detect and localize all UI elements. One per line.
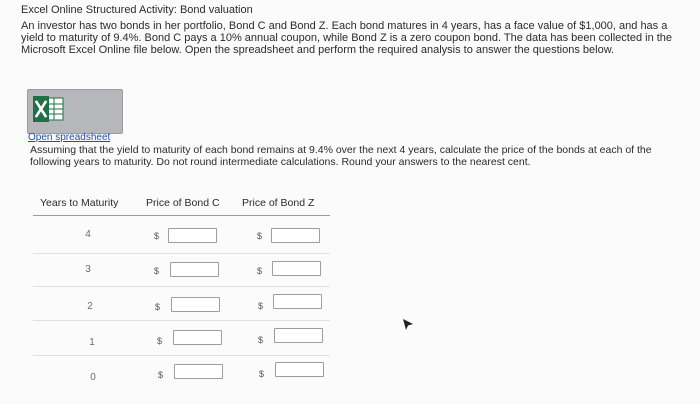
currency-symbol: $ <box>257 266 263 276</box>
currency-symbol: $ <box>259 369 265 379</box>
currency-symbol: $ <box>155 302 161 312</box>
activity-title: Excel Online Structured Activity: Bond valuation <box>21 4 253 16</box>
question-instructions: Assuming that the yield to maturity of each bond remains at 9.4% over the next 4 years, calculate the price of the bonds at each of the following years to maturity. Do not round intermediate calculations. Round your answers to the nearest cent. <box>30 144 652 168</box>
bond-z-price-input[interactable] <box>275 362 324 377</box>
excel-icon <box>32 95 66 123</box>
header-price-bond-z: Price of Bond Z <box>242 197 315 209</box>
bond-z-price-input[interactable] <box>271 228 320 243</box>
currency-symbol: $ <box>157 336 163 346</box>
currency-symbol: $ <box>158 370 164 380</box>
bond-c-price-input[interactable] <box>173 330 222 345</box>
bond-c-price-input[interactable] <box>170 262 219 277</box>
row-divider <box>33 355 330 356</box>
currency-symbol: $ <box>258 335 264 345</box>
header-years-to-maturity: Years to Maturity <box>40 197 119 209</box>
spreadsheet-icon-button[interactable] <box>27 89 123 134</box>
bond-z-price-input[interactable] <box>273 294 322 309</box>
currency-symbol: $ <box>154 231 160 241</box>
mouse-pointer-icon <box>401 318 415 332</box>
bond-c-price-input[interactable] <box>171 297 220 312</box>
header-divider <box>33 215 330 216</box>
header-price-bond-c: Price of Bond C <box>146 197 220 209</box>
years-to-maturity-value: 0 <box>90 372 96 383</box>
years-to-maturity-value: 1 <box>89 337 95 348</box>
problem-intro: An investor has two bonds in her portfolio, Bond C and Bond Z. Each bond matures in 4 years, has a face value of $1,000, and has a yield to maturity of 9.4%. Bond C pays a 10% annual coupon, while Bond Z is a zero coupon bond. The data has been collected in the Microsoft Excel Online file below. Open the spreadsheet and perform the required analysis to answer the questions below. <box>21 20 673 56</box>
open-spreadsheet-link[interactable]: Open spreadsheet <box>28 132 111 143</box>
bond-z-price-input[interactable] <box>272 261 321 276</box>
currency-symbol: $ <box>258 301 264 311</box>
bond-c-price-input[interactable] <box>174 364 223 379</box>
currency-symbol: $ <box>154 266 160 276</box>
bond-c-price-input[interactable] <box>168 228 217 243</box>
row-divider <box>33 253 330 254</box>
row-divider <box>33 286 330 287</box>
years-to-maturity-value: 2 <box>87 301 93 312</box>
years-to-maturity-value: 3 <box>85 264 91 275</box>
row-divider <box>33 320 330 321</box>
years-to-maturity-value: 4 <box>85 229 91 240</box>
currency-symbol: $ <box>257 231 263 241</box>
bond-z-price-input[interactable] <box>274 328 323 343</box>
